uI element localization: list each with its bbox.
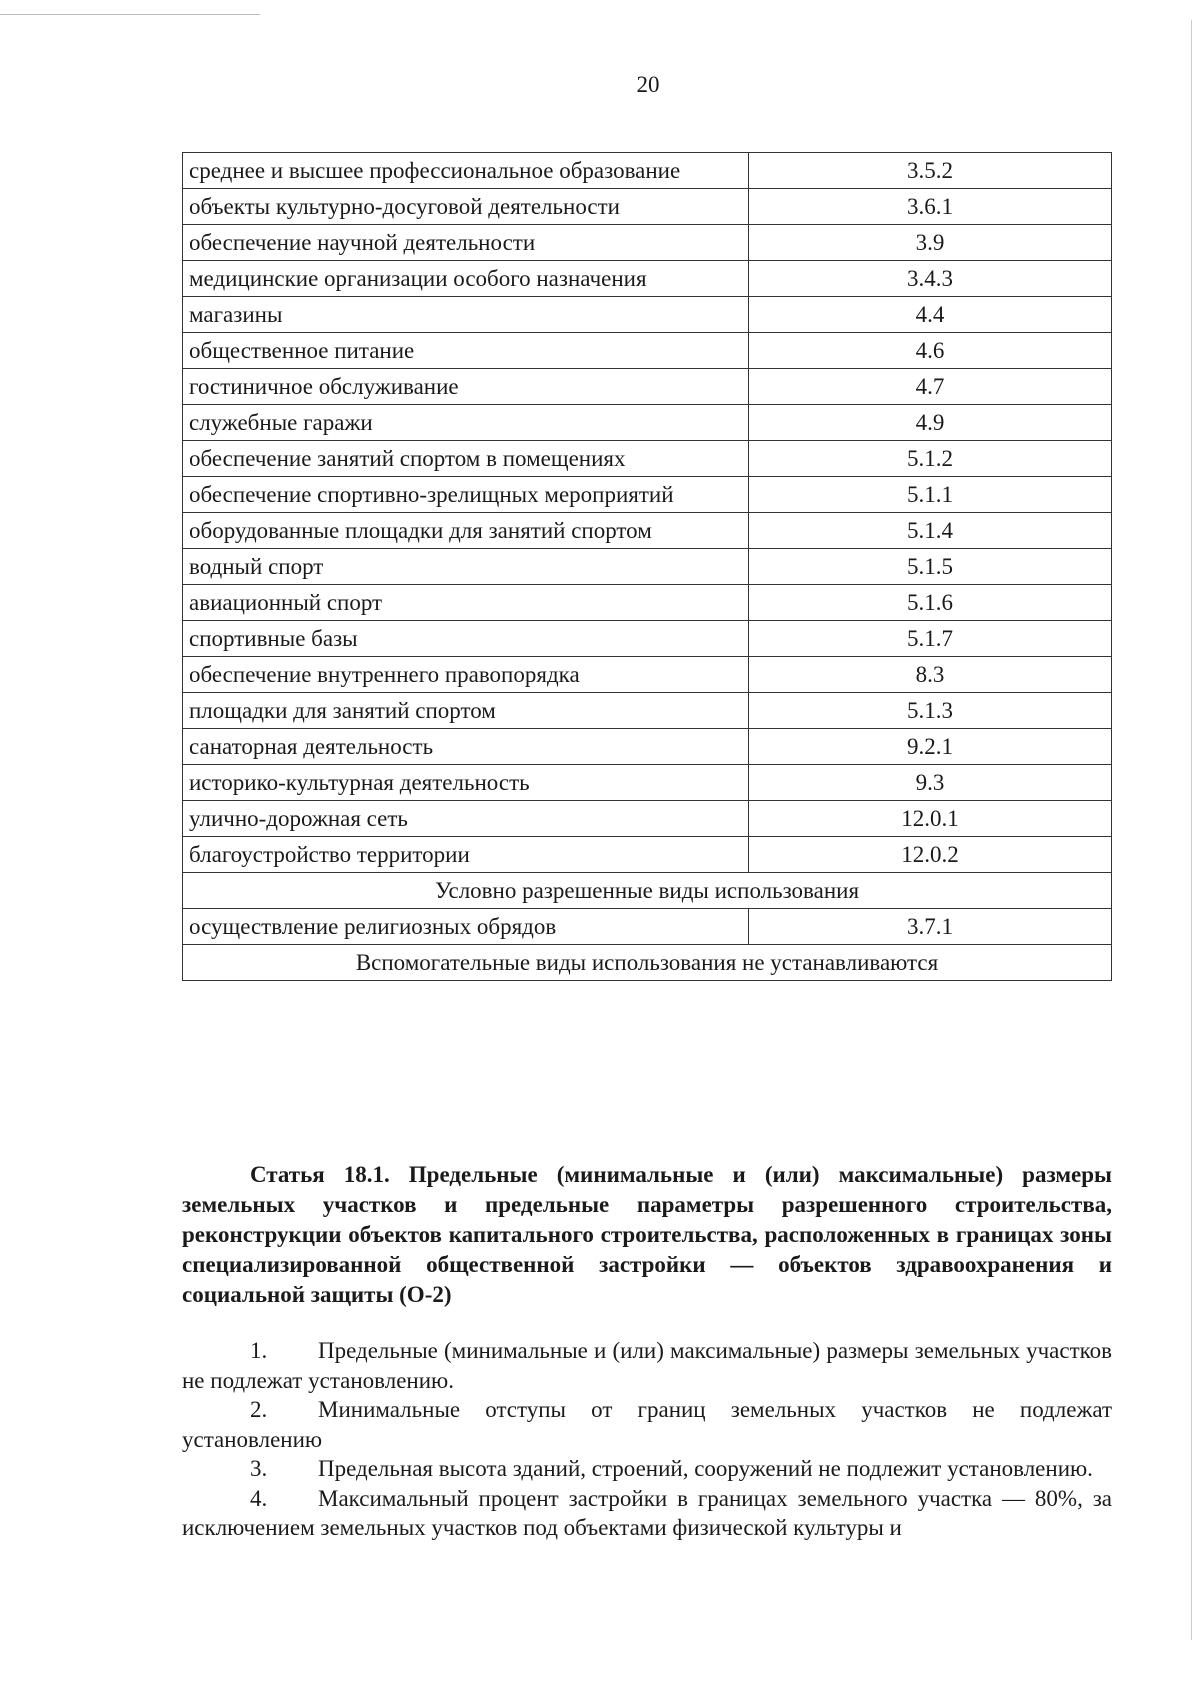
use-code-cell: 3.9: [749, 225, 1112, 261]
use-code-cell: 3.6.1: [749, 189, 1112, 225]
article-item: [182, 1395, 1112, 1454]
table-row: [183, 477, 1112, 513]
conditional-uses-header: Условно разрешенные виды использования: [183, 873, 1112, 909]
conditional-uses-header-row: [183, 873, 1112, 909]
table-row: [183, 513, 1112, 549]
table-row: [183, 801, 1112, 837]
use-name-cell: историко-культурная деятельность: [183, 765, 749, 801]
table-row: [183, 405, 1112, 441]
table-row: [183, 441, 1112, 477]
use-code-cell: 12.0.2: [749, 837, 1112, 873]
item-number: 3.: [250, 1456, 268, 1481]
use-code-cell: 9.2.1: [749, 729, 1112, 765]
table-row: [183, 261, 1112, 297]
use-name-cell: благоустройство территории: [183, 837, 749, 873]
use-code-cell: 4.9: [749, 405, 1112, 441]
item-text: Минимальные отступы от границ земельных участков не подлежат установлению: [182, 1397, 1112, 1452]
use-name-cell: водный спорт: [183, 549, 749, 585]
use-code-cell: 3.5.2: [749, 153, 1112, 189]
item-text: Предельные (минимальные и (или) максимальные) размеры земельных участков не подлежат установлению.: [182, 1338, 1112, 1393]
use-name-cell: обеспечение внутреннего правопорядка: [183, 657, 749, 693]
table-row: [183, 369, 1112, 405]
table-row: [183, 549, 1112, 585]
table-row: [183, 333, 1112, 369]
use-code-cell: 5.1.1: [749, 477, 1112, 513]
use-name-cell: оборудованные площадки для занятий спортом: [183, 513, 749, 549]
use-code-cell: 5.1.2: [749, 441, 1112, 477]
table-row: [183, 585, 1112, 621]
article-item: [182, 1336, 1112, 1395]
article-heading: Статья 18.1. Предельные (минимальные и (или) максимальные) размеры земельных участков и предельные параметры разрешенного строительства, реконструкции объектов капитального строительства, расположенных в границах зоны специализированной общественной застройки — объектов здравоохранения и социальной защиты (О-2): [182, 1162, 1112, 1307]
use-name-cell: авиационный спорт: [183, 585, 749, 621]
use-name-cell: санаторная деятельность: [183, 729, 749, 765]
use-code-cell: 3.4.3: [749, 261, 1112, 297]
use-name-cell: магазины: [183, 297, 749, 333]
use-code-cell: 8.3: [749, 657, 1112, 693]
table-row: [183, 729, 1112, 765]
use-code-cell: 3.7.1: [749, 909, 1112, 945]
table-row: [183, 189, 1112, 225]
item-number: 1.: [250, 1338, 268, 1363]
use-name-cell: улично-дорожная сеть: [183, 801, 749, 837]
use-name-cell: обеспечение занятий спортом в помещениях: [183, 441, 749, 477]
use-name-cell: спортивные базы: [183, 621, 749, 657]
item-number: 2.: [250, 1397, 268, 1422]
item-number: 4.: [250, 1485, 268, 1511]
use-name-cell: служебные гаражи: [183, 405, 749, 441]
item-text: Максимальный процент застройки в границах земельного участка — 80%, за исключением земельных участков под объектами физической культуры и: [182, 1485, 1112, 1540]
table-row: [183, 837, 1112, 873]
article-item: [182, 1454, 1112, 1484]
use-code-cell: 5.1.6: [749, 585, 1112, 621]
use-name-cell: среднее и высшее профессиональное образование: [183, 153, 749, 189]
scan-artifact-line: [0, 14, 260, 15]
use-code-cell: 4.6: [749, 333, 1112, 369]
use-code-cell: 5.1.4: [749, 513, 1112, 549]
use-name-cell: объекты культурно-досуговой деятельности: [183, 189, 749, 225]
table-row: [183, 621, 1112, 657]
use-name-cell: осуществление религиозных обрядов: [183, 909, 749, 945]
use-name-cell: медицинские организации особого назначения: [183, 261, 749, 297]
use-name-cell: обеспечение спортивно-зрелищных мероприятий: [183, 477, 749, 513]
permitted-uses-table: [182, 152, 1112, 981]
auxiliary-uses-row: [183, 945, 1112, 981]
table-row: [183, 153, 1112, 189]
article-items: [182, 1336, 1112, 1543]
use-code-cell: 5.1.3: [749, 693, 1112, 729]
scan-artifact-edge: [1191, 20, 1192, 1640]
use-code-cell: 5.1.5: [749, 549, 1112, 585]
table-row: [183, 909, 1112, 945]
use-name-cell: общественное питание: [183, 333, 749, 369]
use-code-cell: 5.1.7: [749, 621, 1112, 657]
use-name-cell: площадки для занятий спортом: [183, 693, 749, 729]
table-row: [183, 297, 1112, 333]
article-item: [182, 1484, 1112, 1543]
table-row: [183, 693, 1112, 729]
use-code-cell: 4.7: [749, 369, 1112, 405]
table-row: [183, 657, 1112, 693]
auxiliary-uses-note: Вспомогательные виды использования не устанавливаются: [183, 945, 1112, 981]
table-row: [183, 225, 1112, 261]
use-code-cell: 9.3: [749, 765, 1112, 801]
use-name-cell: обеспечение научной деятельности: [183, 225, 749, 261]
use-name-cell: гостиничное обслуживание: [183, 369, 749, 405]
table-row: [183, 765, 1112, 801]
use-code-cell: 4.4: [749, 297, 1112, 333]
use-code-cell: 12.0.1: [749, 801, 1112, 837]
item-text: Предельная высота зданий, строений, сооружений не подлежит установлению.: [318, 1456, 1093, 1481]
page-number: 20: [636, 72, 660, 97]
